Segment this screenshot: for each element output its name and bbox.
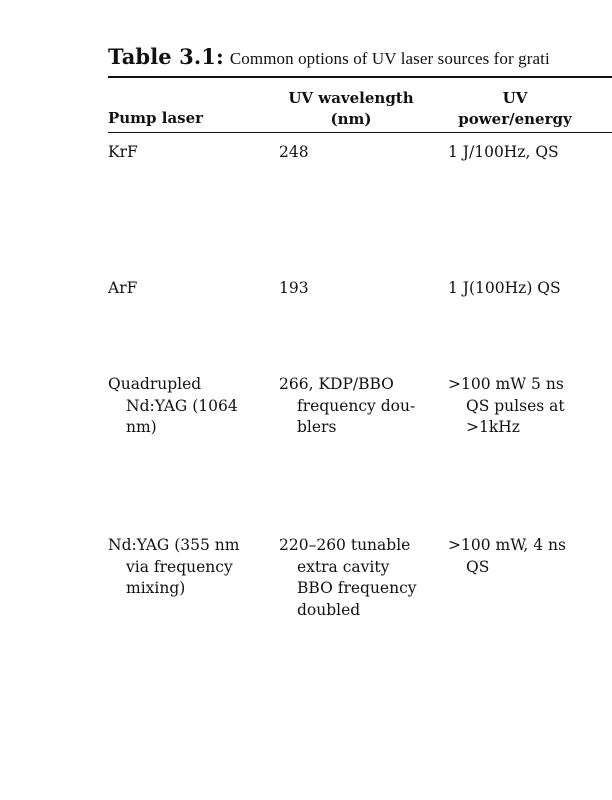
table-row-1-power: 1 J/100Hz, QS: [448, 143, 559, 161]
table-top-rule: [108, 76, 612, 78]
table-header-rule: [108, 132, 612, 133]
header-uv-wavelength: UV wavelength (nm): [288, 89, 414, 128]
table-row-2-pump: ArF: [108, 279, 138, 297]
header-uv-power: UV power/energy: [458, 89, 572, 128]
table-caption: [108, 44, 550, 69]
table-row-1-wavelength: 248: [279, 143, 309, 161]
caption-label: Table 3.1:: [108, 44, 224, 69]
table-row-3-pump: Quadrupled Nd:YAG (1064 nm): [108, 375, 238, 436]
table-row-4-pump: Nd:YAG (355 nm via frequency mixing): [108, 536, 240, 597]
header-pump-laser: Pump laser: [108, 109, 204, 127]
table-row-2-wavelength: 193: [279, 279, 309, 297]
table-row-4-power: >100 mW, 4 ns QS: [448, 536, 566, 576]
table-row-1-pump: KrF: [108, 143, 138, 161]
caption-text: Common options of UV laser sources for grati: [229, 49, 550, 68]
table-row-2-power: 1 J(100Hz) QS: [448, 279, 561, 297]
table-row-3-power: >100 mW 5 ns QS pulses at >1kHz: [448, 375, 565, 436]
table-row-4-wavelength: 220–260 tunable extra cavity BBO frequency doubled: [279, 536, 417, 619]
table-row-3-wavelength: 266, KDP/BBO frequency dou- blers: [279, 375, 416, 436]
